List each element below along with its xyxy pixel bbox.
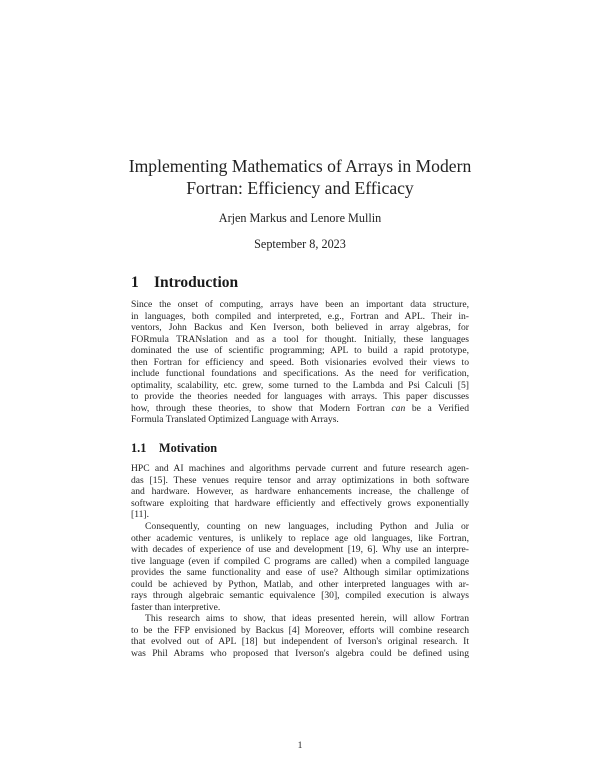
title-line-2: Fortran: Efficiency and Efficacy: [186, 178, 414, 198]
text-line: [11].: [131, 509, 150, 520]
text-line: then Fortran for efficiency and speed. Both visionaries evolved their views to: [131, 356, 469, 368]
text-line: to be the FFP envisioned by Backus [4] Moreover, efforts will combine research: [131, 624, 469, 636]
section-heading-introduction: [131, 274, 491, 292]
subsection-number: 1.1: [131, 441, 147, 455]
paper-authors: Arjen Markus and Lenore Mullin: [218, 211, 382, 225]
text-line: faster than interpretive.: [131, 601, 221, 613]
text-line: ventors, John Backus and Ken Iverson, both believed in array algebras, for: [131, 322, 469, 333]
text-line: Consequently, counting on new languages, including Python and Julia or: [145, 521, 469, 532]
text-line: that evolved out of APL [18] but independent of Iverson's original research. It: [131, 636, 469, 647]
page-number: 1: [297, 740, 303, 751]
text-line: and hardware. However, as hardware enhancements increase, the challenge of: [131, 486, 469, 497]
text-line: FORmula TRANslation and as a tool for thought. Initially, these languages: [131, 333, 469, 345]
text-line: provides the same functionality and ease of use? Although similar optimizations: [131, 567, 469, 578]
text-line: HPC and AI machines and algorithms pervade current and future research agen-: [131, 463, 469, 474]
text-line: Formula Translated Optimized Language with Arrays.: [131, 414, 339, 425]
text-line: dominated the use of scientific programming; APL to build a rapid prototype,: [131, 345, 469, 356]
text-line: tive language (even if compiled C programs are called) when a compiled language: [131, 555, 469, 567]
text-line: was Phil Abrams who proposed that Iverson's algebra could be defined using: [131, 647, 469, 659]
paper-title: [120, 155, 480, 199]
motivation-paragraph-3: [131, 613, 469, 659]
text-line: optimality, scalability, etc. grew, some turned to the Lambda and Psi Calculi [5]: [131, 379, 469, 391]
section-title: Introduction: [154, 274, 239, 291]
introduction-paragraph: [131, 299, 469, 426]
text-line: include functional foundations and specifications. As the need for verification,: [131, 368, 469, 379]
text-line: could be achieved by Python, Matlab, and other interpreted languages with ar-: [131, 578, 469, 590]
title-line-1: Implementing Mathematics of Arrays in Modern: [128, 156, 472, 176]
section-number: 1: [131, 274, 139, 291]
text-line: in languages, both compiled and interpreted, e.g., Fortran and APL. Their in-: [131, 310, 469, 322]
subsection-title: Motivation: [159, 441, 218, 455]
text-line: with decades of experience of use and development [19, 6]. Why use an interpre-: [131, 544, 469, 555]
subsection-heading-motivation: [131, 441, 491, 456]
paper-date: September 8, 2023: [254, 237, 346, 251]
text-line: other academic ventures, is unlikely to replace age old languages, like Fortran,: [131, 532, 469, 544]
text-line: to provide the theories needed for languages with arrays. This paper discusses: [131, 391, 469, 402]
text-line: This research aims to show, that ideas presented herein, will allow Fortran: [145, 613, 469, 624]
text-line: how, through these theories, to show that Modern Fortran can be a Verified: [131, 402, 469, 414]
motivation-paragraph-2: [131, 521, 469, 613]
text-line: Since the onset of computing, arrays have been an important data structure,: [131, 299, 469, 310]
text-line: das [15]. These venues require tensor and array optimizations in both software: [131, 474, 469, 486]
text-line: rays through algebraic semantic equivalence [30], compiled execution is always: [131, 590, 469, 601]
text-line: software exploiting that hardware efficiently and effectively grows exponentially: [131, 497, 469, 509]
motivation-paragraph-1: [131, 463, 469, 521]
